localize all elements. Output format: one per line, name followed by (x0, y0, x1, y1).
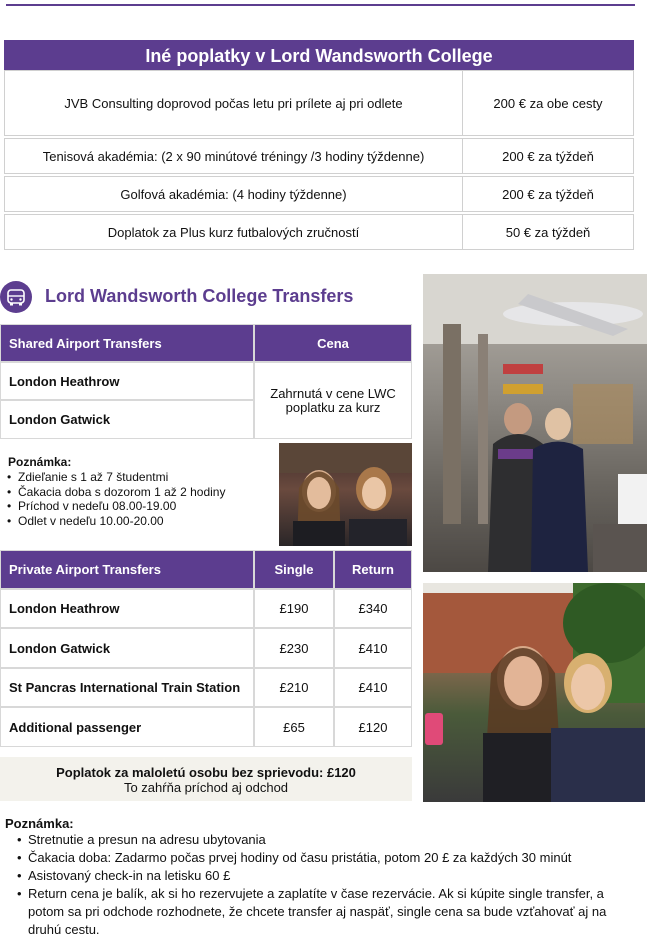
fee-price: 200 € za týždeň (502, 186, 594, 202)
list-item: • Stretnutie a presun na adresu ubytovania (28, 831, 638, 849)
fee-price: 200 € za obe cesty (493, 95, 603, 111)
unaccompanied-box (0, 757, 412, 801)
fee-row (4, 214, 634, 250)
note2-title: Poznámka: (5, 816, 74, 831)
private-row-return: £120 (334, 707, 412, 747)
selfie-photo (423, 583, 645, 802)
fee-price: 200 € za týždeň (502, 148, 594, 164)
private-row-return: £410 (334, 668, 412, 707)
fee-service: Tenisová akadémia: (2 x 90 minútové tréningy /3 hodiny týždenne) (5, 139, 463, 173)
fee-service: Golfová akadémia: (4 hodiny týždenne) (5, 177, 463, 211)
fee-service: JVB Consulting doprovod počas letu pri prílete aj pri odlete (5, 71, 463, 135)
private-row-name: Additional passenger (0, 707, 254, 747)
list-item: • Čakacia doba s dozorom 1 až 2 hodiny (18, 485, 225, 500)
fees-title: Iné poplatky v Lord Wandsworth College (4, 40, 634, 70)
private-header-col3: Return (334, 550, 412, 589)
private-row-name: London Gatwick (0, 628, 254, 668)
list-item: • Asistovaný check-in na letisku 60 £ (28, 867, 638, 885)
shared-header-col2: Cena (254, 324, 412, 362)
fee-row (4, 138, 634, 174)
shared-header-col1: Shared Airport Transfers (0, 324, 254, 362)
note1-list (18, 470, 225, 528)
bus-icon (0, 281, 32, 313)
unaccompanied-fee: Poplatok za maloletú osobu bez sprievodu: £120 (56, 765, 356, 780)
list-item: • Čakacia doba: Zadarmo počas prvej hodiny od času pristátia, potom 20 £ za každých 30 minút (28, 849, 638, 867)
shared-row-name: London Heathrow (0, 362, 254, 400)
note2-list (28, 831, 638, 939)
unaccompanied-note: To zahŕňa príchod aj odchod (123, 780, 289, 795)
private-row-return: £340 (334, 589, 412, 628)
fee-row (4, 70, 634, 136)
private-row-single: £190 (254, 589, 334, 628)
fee-price: 50 € za týždeň (505, 224, 591, 240)
fee-row (4, 176, 634, 212)
private-row-return: £410 (334, 628, 412, 668)
shared-price: Zahrnutá v cene LWC poplatku za kurz (254, 362, 412, 439)
list-item: • Príchod v nedeľu 08.00-19.00 (18, 499, 225, 514)
private-row-single: £210 (254, 668, 334, 707)
shared-row-name: London Gatwick (0, 400, 254, 439)
private-header-col2: Single (254, 550, 334, 589)
museum-photo (423, 274, 647, 572)
transfers-heading: Lord Wandsworth College Transfers (45, 286, 354, 306)
list-item: • Return cena je balík, ak si ho rezervujete a zaplatíte v čase rezervácie. Ak si kúpite single transfer, a potom sa pri odchode rozhodnete, že chcete transfer aj naspäť, single cena sa bude vzťahovať aj na druhú cestu. (28, 885, 638, 939)
fee-service: Doplatok za Plus kurz futbalových zručností (5, 215, 463, 249)
private-row-single: £230 (254, 628, 334, 668)
top-divider (6, 4, 635, 6)
private-header-col1: Private Airport Transfers (0, 550, 254, 589)
list-item: • Odlet v nedeľu 10.00-20.00 (18, 514, 225, 529)
private-row-name: London Heathrow (0, 589, 254, 628)
private-row-name: St Pancras International Train Station (0, 668, 254, 707)
note1-title: Poznámka: (8, 455, 72, 469)
students-photo-small (279, 443, 412, 546)
private-row-single: £65 (254, 707, 334, 747)
list-item: • Zdieľanie s 1 až 7 študentmi (18, 470, 225, 485)
